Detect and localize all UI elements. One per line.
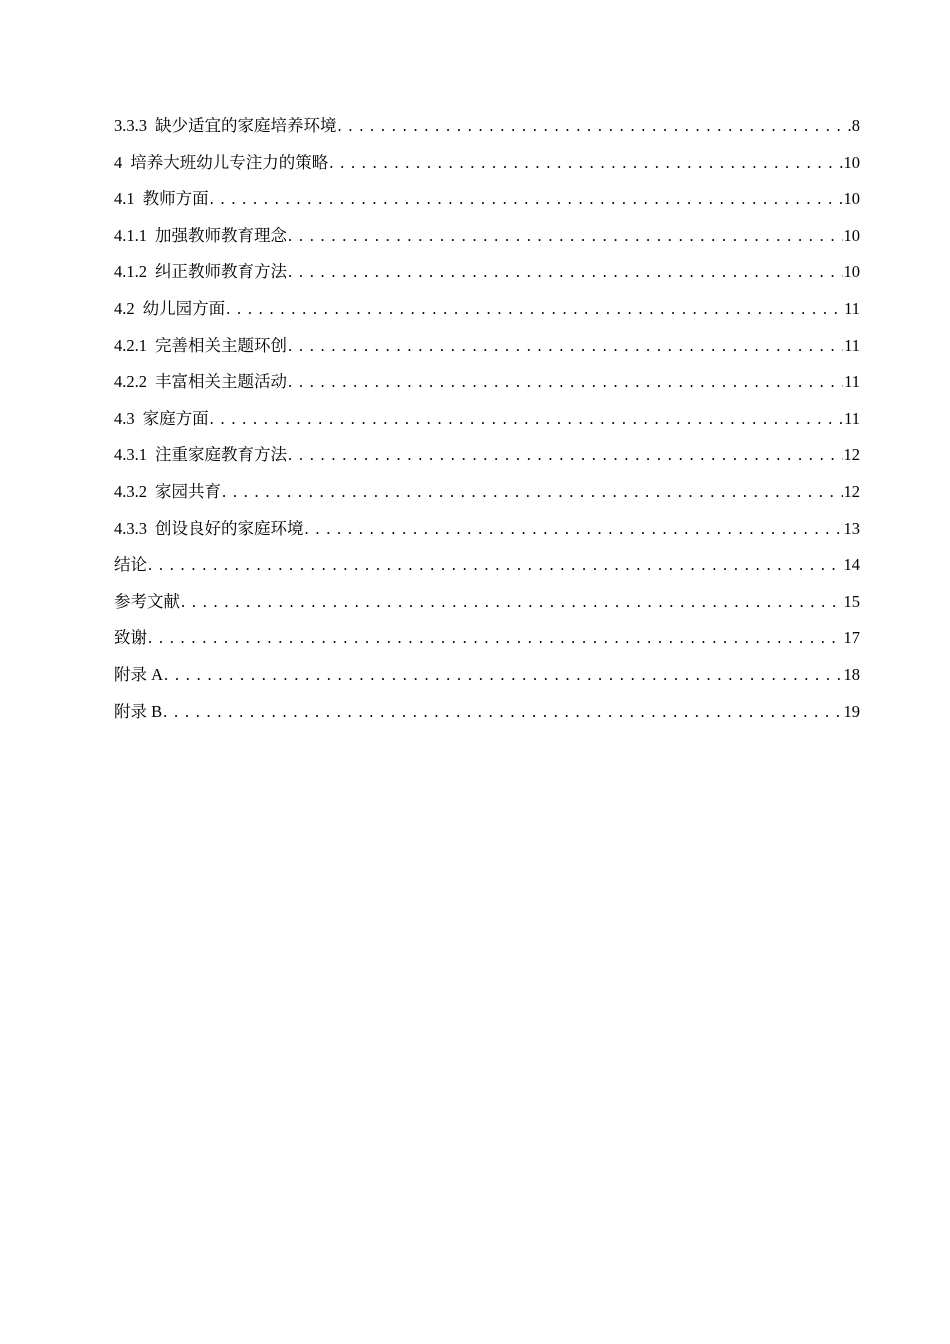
toc-entry-title: 参考文献 bbox=[114, 591, 180, 611]
toc-dot-leader bbox=[288, 364, 843, 401]
toc-entry-title: 缺少适宜的家庭培养环境 bbox=[155, 116, 337, 135]
toc-entry-number: 4.3.1 bbox=[114, 445, 147, 465]
toc-entry bbox=[114, 291, 860, 328]
toc-entry-title: 注重家庭教育方法 bbox=[155, 445, 287, 465]
toc-dot-leader bbox=[329, 145, 842, 182]
toc-entry-title: 加强教师教育理念 bbox=[155, 225, 287, 245]
toc-entry-number: 4.3.3 bbox=[114, 518, 147, 538]
toc-entry-number: 4.2.2 bbox=[114, 372, 147, 392]
toc-entry-number: 4.2 bbox=[114, 298, 135, 318]
toc-entry-page: 13 bbox=[843, 518, 860, 538]
toc-entry bbox=[114, 694, 860, 731]
toc-entry-page: 11 bbox=[844, 408, 860, 428]
toc-entry bbox=[114, 145, 860, 182]
toc-dot-leader bbox=[305, 511, 843, 548]
toc-entry-page: 18 bbox=[843, 664, 860, 684]
toc-entry bbox=[114, 437, 860, 474]
toc-entry-page: 8 bbox=[851, 116, 860, 135]
toc-entry-page: 10 bbox=[843, 262, 860, 282]
toc-entry-page: 15 bbox=[843, 591, 860, 611]
toc-entry bbox=[114, 511, 860, 548]
toc-entry bbox=[114, 328, 860, 365]
toc-entry-title: 培养大班幼儿专注力的策略 bbox=[130, 152, 329, 172]
toc-entry-title: 致谢 bbox=[114, 628, 147, 648]
toc-entry-title: 完善相关主题环创 bbox=[155, 335, 287, 355]
toc-dot-leader bbox=[148, 620, 843, 657]
toc-entry bbox=[114, 584, 860, 621]
toc-entry-page: 17 bbox=[843, 628, 860, 648]
toc-dot-leader bbox=[338, 108, 851, 145]
toc-entry bbox=[114, 254, 860, 291]
toc-entry-title: 家庭方面 bbox=[142, 408, 209, 428]
toc-dot-leader bbox=[288, 254, 843, 291]
toc-dot-leader bbox=[222, 474, 843, 511]
toc-entry bbox=[114, 547, 860, 584]
table-of-contents bbox=[114, 108, 860, 730]
toc-dot-leader bbox=[181, 584, 843, 621]
toc-entry-title: 附录 A bbox=[114, 664, 164, 684]
toc-entry-page: 11 bbox=[844, 335, 860, 355]
toc-entry-page: 11 bbox=[844, 372, 860, 392]
toc-entry-title: 结论 bbox=[114, 555, 147, 575]
toc-entry bbox=[114, 181, 860, 218]
toc-entry-title: 幼儿园方面 bbox=[142, 298, 226, 318]
toc-entry-number: 4.2.1 bbox=[114, 335, 147, 355]
toc-entry-number: 4.3 bbox=[114, 408, 135, 428]
toc-entry-page: 11 bbox=[844, 298, 860, 318]
toc-entry-title: 创设良好的家庭环境 bbox=[155, 518, 304, 538]
toc-entry-title: 纠正教师教育方法 bbox=[155, 262, 287, 282]
toc-entry bbox=[114, 108, 860, 145]
toc-dot-leader bbox=[288, 218, 843, 255]
toc-dot-leader bbox=[210, 401, 843, 438]
toc-entry-title: 丰富相关主题活动 bbox=[155, 372, 287, 392]
toc-entry bbox=[114, 218, 860, 255]
toc-dot-leader bbox=[288, 437, 843, 474]
toc-entry-title: 家园共育 bbox=[155, 481, 221, 501]
toc-entry bbox=[114, 401, 860, 438]
toc-entry-number: 4.1.1 bbox=[114, 225, 147, 245]
toc-entry-page: 10 bbox=[843, 225, 860, 245]
toc-entry-title: 附录 B bbox=[114, 701, 163, 721]
toc-entry-number: 4.1.2 bbox=[114, 262, 147, 282]
toc-entry-number: 3.3.3 bbox=[114, 116, 147, 135]
toc-entry-page: 10 bbox=[843, 189, 860, 209]
toc-entry bbox=[114, 364, 860, 401]
toc-dot-leader bbox=[288, 328, 843, 365]
toc-entry-page: 12 bbox=[843, 481, 860, 501]
toc-entry-page: 19 bbox=[843, 701, 860, 721]
toc-dot-leader bbox=[148, 547, 843, 584]
toc-entry bbox=[114, 474, 860, 511]
toc-dot-leader bbox=[163, 694, 842, 731]
toc-entry-number: 4 bbox=[114, 152, 123, 172]
toc-entry-page: 14 bbox=[843, 555, 860, 575]
toc-entry-page: 10 bbox=[843, 152, 860, 172]
toc-entry-page: 12 bbox=[843, 445, 860, 465]
toc-dot-leader bbox=[226, 291, 843, 328]
toc-dot-leader bbox=[210, 181, 843, 218]
toc-entry bbox=[114, 657, 860, 694]
toc-entry-title: 教师方面 bbox=[142, 189, 209, 209]
toc-entry-number: 4.1 bbox=[114, 189, 135, 209]
toc-entry-number: 4.3.2 bbox=[114, 481, 147, 501]
toc-entry bbox=[114, 620, 860, 657]
toc-dot-leader bbox=[164, 657, 842, 694]
